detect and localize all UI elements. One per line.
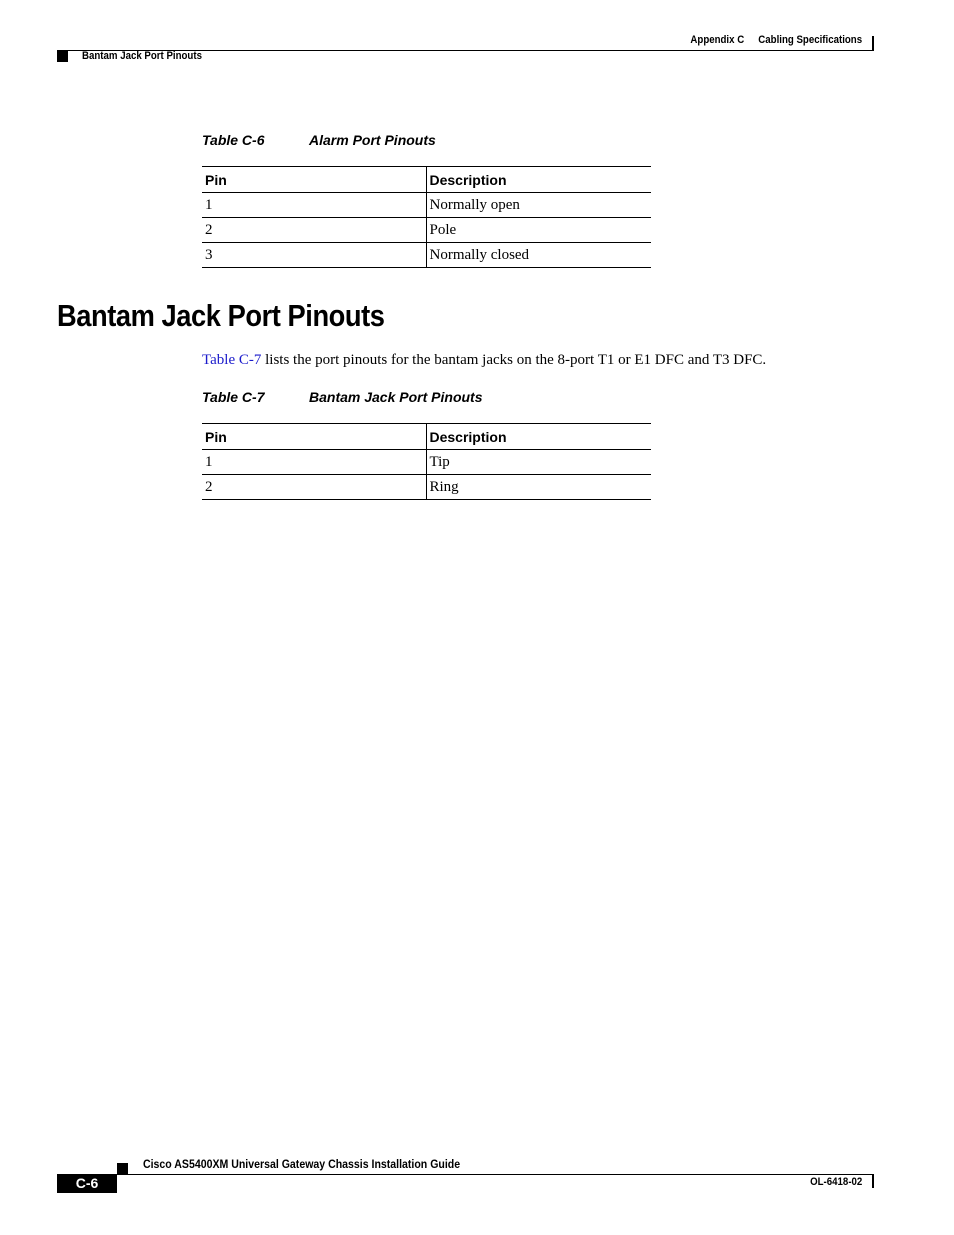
table-row (202, 193, 651, 218)
page-number: C-6 (57, 1174, 117, 1193)
column-header-description: Description (426, 424, 651, 450)
section-body-text (202, 352, 766, 369)
table-row (202, 243, 651, 268)
footer-rule (57, 1174, 874, 1175)
table-row (202, 218, 651, 243)
table-header-row (202, 424, 651, 450)
description-cell: Ring (426, 475, 651, 500)
column-header-description: Description (426, 167, 651, 193)
table-row (202, 450, 651, 475)
table-c7-number: Table C-7 (202, 389, 265, 405)
footer-tick-mark (872, 1174, 874, 1188)
header-tick-mark (872, 36, 874, 50)
table-c7-title: Bantam Jack Port Pinouts (309, 389, 483, 405)
description-cell: Normally closed (426, 243, 651, 268)
description-cell: Normally open (426, 193, 651, 218)
pin-cell: 2 (202, 218, 426, 243)
table-c7 (202, 423, 651, 500)
document-number: OL-6418-02 (809, 1176, 862, 1188)
table-c6 (202, 166, 651, 268)
pin-cell: 3 (202, 243, 426, 268)
table-header-row (202, 167, 651, 193)
footer-square-marker (117, 1163, 128, 1174)
section-title: Bantam Jack Port Pinouts (57, 298, 385, 333)
header-chapter: Cabling Specifications (758, 34, 862, 46)
description-cell: Tip (426, 450, 651, 475)
table-c7-caption (202, 389, 483, 405)
column-header-pin: Pin (202, 424, 426, 450)
section-body-sentence: lists the port pinouts for the bantam jacks on the 8-port T1 or E1 DFC and T3 DFC. (261, 352, 767, 368)
footer-guide-title: Cisco AS5400XM Universal Gateway Chassis Installation Guide (143, 1157, 461, 1171)
header-section: Bantam Jack Port Pinouts (82, 50, 202, 62)
header-square-marker (57, 51, 68, 62)
table-row (202, 475, 651, 500)
pin-cell: 1 (202, 193, 426, 218)
pin-cell: 2 (202, 475, 426, 500)
table-c6-number: Table C-6 (202, 132, 265, 148)
running-header-right (690, 34, 862, 46)
header-appendix: Appendix C (690, 34, 745, 46)
description-cell: Pole (426, 218, 651, 243)
column-header-pin: Pin (202, 167, 426, 193)
pin-cell: 1 (202, 450, 426, 475)
table-c6-caption (202, 132, 436, 148)
table-c6-title: Alarm Port Pinouts (309, 132, 436, 148)
table-c7-link[interactable]: Table C-7 (202, 352, 262, 368)
